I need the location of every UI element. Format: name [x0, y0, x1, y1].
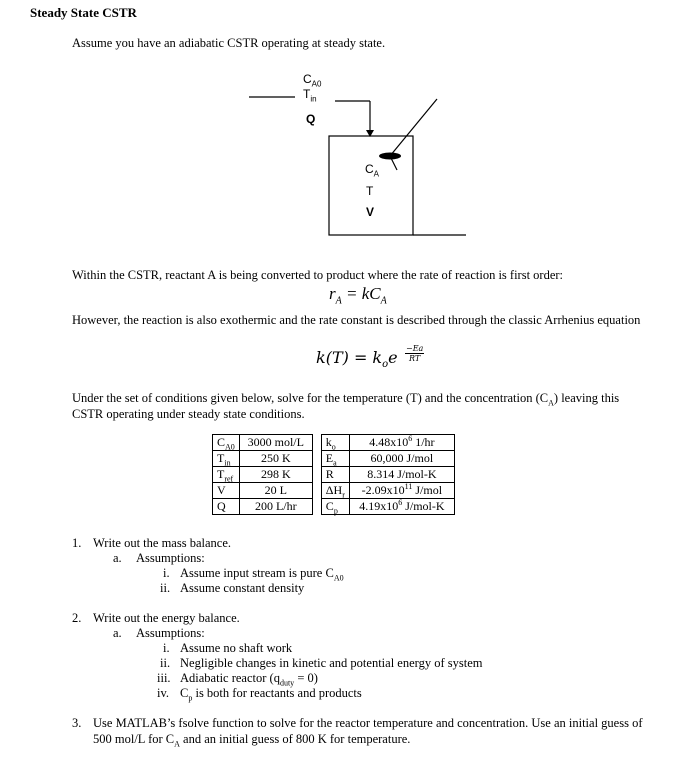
param-value: $4.48x10^6$ 1/hr: [349, 435, 454, 451]
param-value: 298 K: [239, 467, 312, 483]
param-symbol: $k_o$: [321, 435, 349, 451]
param-symbol: $\Delta H_r$: [321, 483, 349, 499]
param-symbol: $C_{A0}$: [213, 435, 240, 451]
feed-label-cao: $C_{A0}$: [303, 72, 322, 89]
parameters-table: [212, 434, 455, 515]
param-symbol: V: [213, 483, 240, 499]
feed-label-q: Q: [306, 112, 316, 126]
arrhenius-text: However, the reaction is also exothermic and the rate constant is described through the classic Arrhenius equation: [72, 313, 641, 327]
intro-text: Assume you have an adiabatic CSTR operating at steady state.: [72, 36, 386, 50]
param-symbol: R: [321, 467, 349, 483]
page-title: Steady State CSTR: [30, 5, 137, 20]
table-row: [213, 451, 455, 467]
param-symbol: $T_{in}$: [213, 451, 240, 467]
param-value: 60,000 J/mol: [349, 451, 454, 467]
cstr-diagram: [0, 0, 695, 270]
tank-label-t: T: [366, 184, 374, 198]
param-value: 3000 mol/L: [239, 435, 312, 451]
rate-equation: $r_A = kC_A$: [329, 284, 387, 307]
feed-label-tin: $T_{in}$: [303, 87, 317, 104]
param-value: $4.19x10^6$ J/mol-K: [349, 499, 454, 515]
param-symbol: Q: [213, 499, 240, 515]
param-value: 250 K: [239, 451, 312, 467]
param-value: 20 L: [239, 483, 312, 499]
tank-label-v: V: [366, 205, 375, 219]
table-row: [213, 483, 455, 499]
tank-label-ca: $C_A$: [365, 162, 380, 179]
param-symbol: $E_a$: [321, 451, 349, 467]
arrhenius-exponent: −Ea RT: [406, 344, 424, 363]
rate-text: Within the CSTR, reactant A is being converted to product where the rate of reaction is first order:: [72, 268, 564, 282]
param-symbol: $T_{ref}$: [213, 467, 240, 483]
arrhenius-equation: $k(T) = k_oe$: [316, 348, 398, 371]
table-row: [213, 435, 455, 451]
param-value: $-2.09x10^{11}$ J/mol: [349, 483, 454, 499]
table-row: [213, 467, 455, 483]
param-value: 8.314 J/mol-K: [349, 467, 454, 483]
table-row: [213, 499, 455, 515]
param-symbol: $C_p$: [321, 499, 349, 515]
param-value: 200 L/hr: [239, 499, 312, 515]
conditions-text: Under the set of conditions given below, solve for the temperature (T) and the concentration $(C_A)$ leaving this CSTR operating under steady state conditions.: [72, 391, 620, 421]
